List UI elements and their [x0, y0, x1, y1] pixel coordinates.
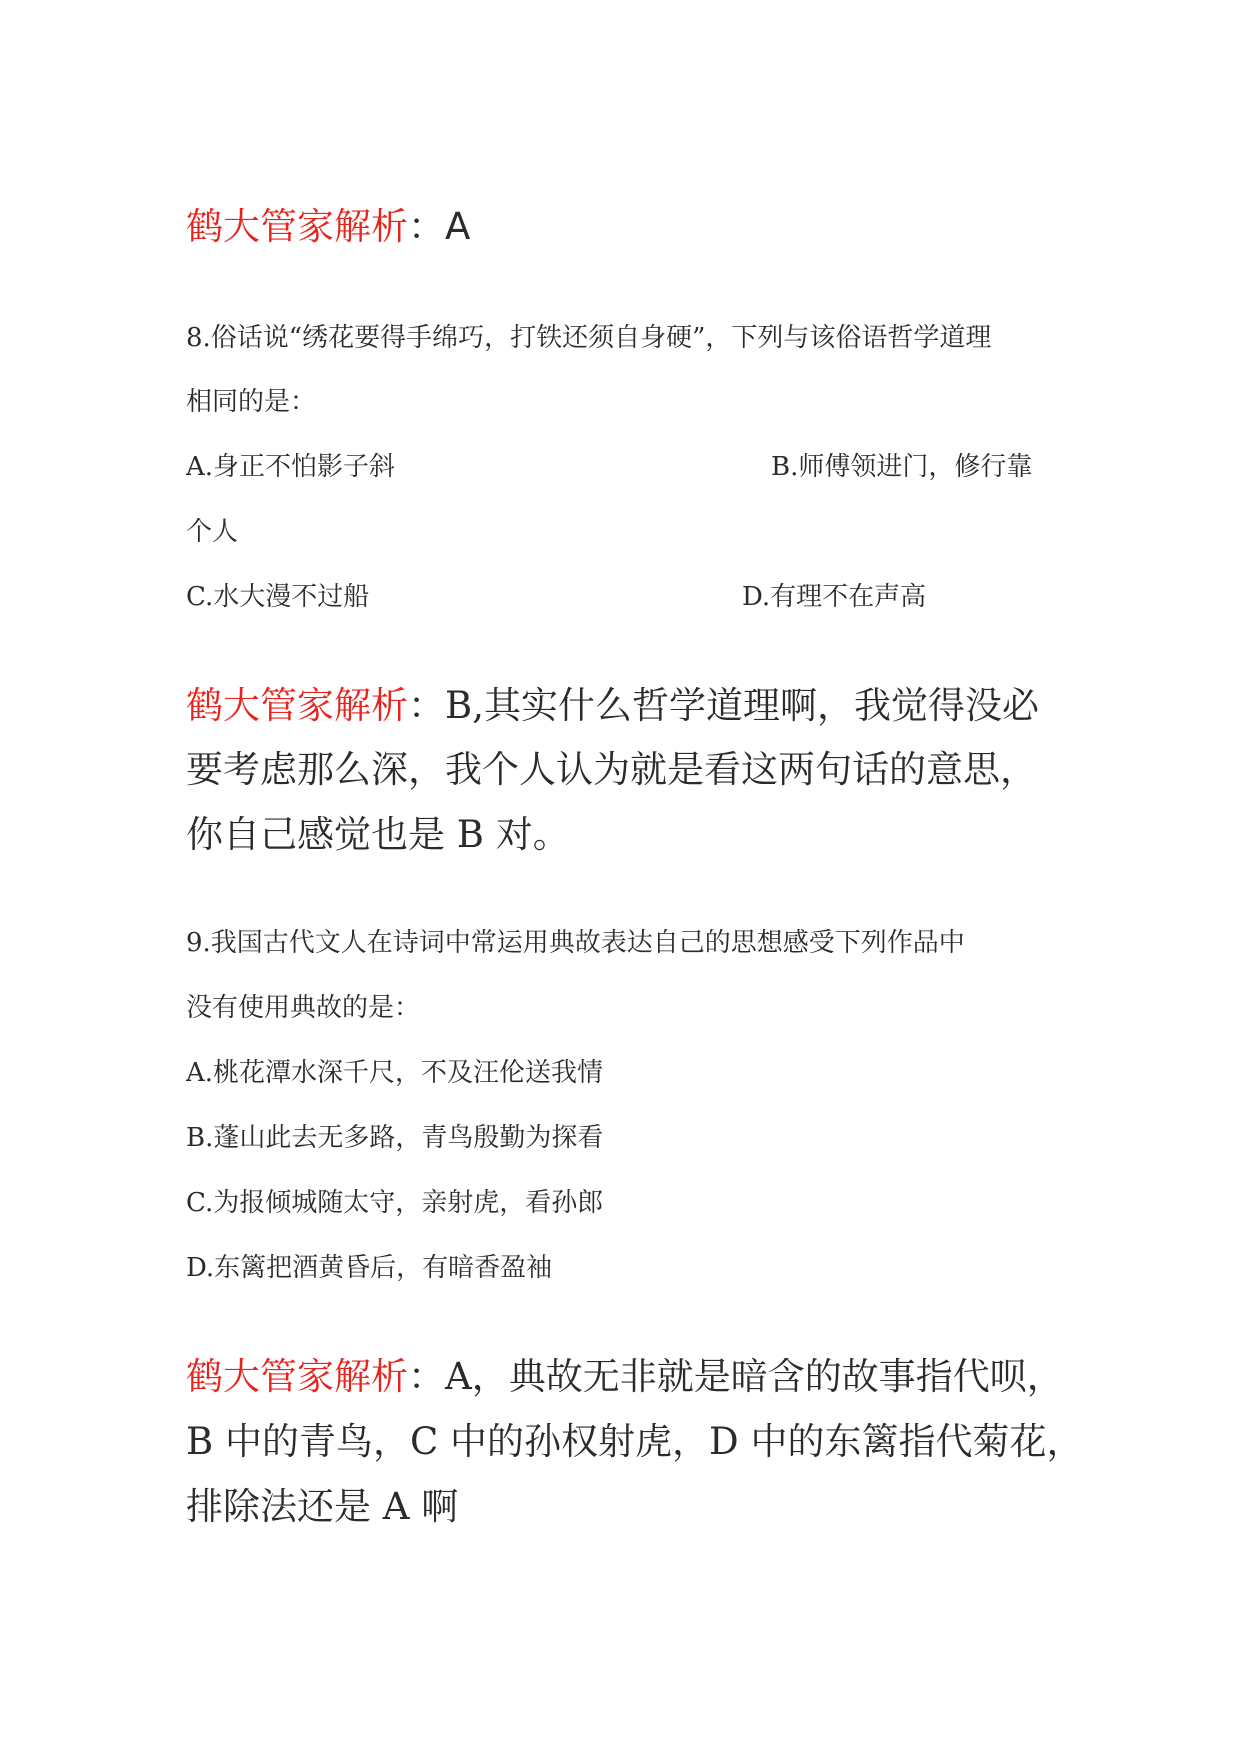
answer-text: A，典故无非就是暗含的故事指代呗，	[445, 1355, 1064, 1398]
question8-option-b-continued: 个人	[186, 517, 239, 547]
question8-option-a: A.身正不怕影子斜	[186, 452, 396, 482]
answer9-line3: 排除法还是 A 啊	[186, 1485, 459, 1528]
answer-colon: ：	[408, 205, 445, 248]
answer8-line3: 你自己感觉也是 B 对。	[186, 813, 570, 856]
answer7-paragraph	[186, 207, 470, 247]
question9-stem-line1: 9.我国古代文人在诗词中常运用典故表达自己的思想感受下列作品中	[186, 928, 965, 958]
question9-option-b: B.蓬山此去无多路，青鸟殷勤为探看	[186, 1123, 604, 1153]
question8-option-c: C.水大漫不过船	[186, 582, 370, 612]
answer-label: 鹤大管家解析	[186, 1355, 408, 1398]
answer-label: 鹤大管家解析	[186, 684, 408, 727]
answer-colon: ：	[408, 684, 445, 727]
question8-stem-line2: 相同的是：	[186, 387, 317, 417]
answer-text: B,其实什么哲学道理啊，我觉得没必	[445, 684, 1039, 727]
question9-option-d: D.东篱把酒黄昏后，有暗香盈袖	[186, 1253, 553, 1283]
question8-stem-line1: 8.俗话说“绣花要得手绵巧，打铁还须自身硬”，下列与该俗语哲学道理	[186, 323, 992, 353]
answer8-line2: 要考虑那么深，我个人认为就是看这两句话的意思，	[186, 748, 1037, 791]
answer9-line2: B 中的青鸟，C 中的孙权射虎，D 中的东篱指代菊花，	[186, 1420, 1084, 1463]
answer8-line1	[186, 686, 1039, 726]
answer-text: A	[445, 205, 471, 248]
question9-option-a: A.桃花潭水深千尺，不及汪伦送我情	[186, 1058, 604, 1088]
answer-colon: ：	[408, 1355, 445, 1398]
question8-option-b: B.师傅领进门，修行靠	[771, 452, 1033, 482]
question9-stem-line2: 没有使用典故的是：	[186, 993, 421, 1023]
question8-option-d: D.有理不在声高	[742, 582, 927, 612]
answer9-line1	[186, 1357, 1064, 1397]
question9-option-c: C.为报倾城随太守，亲射虎，看孙郎	[186, 1188, 604, 1218]
answer-label: 鹤大管家解析	[186, 205, 408, 248]
